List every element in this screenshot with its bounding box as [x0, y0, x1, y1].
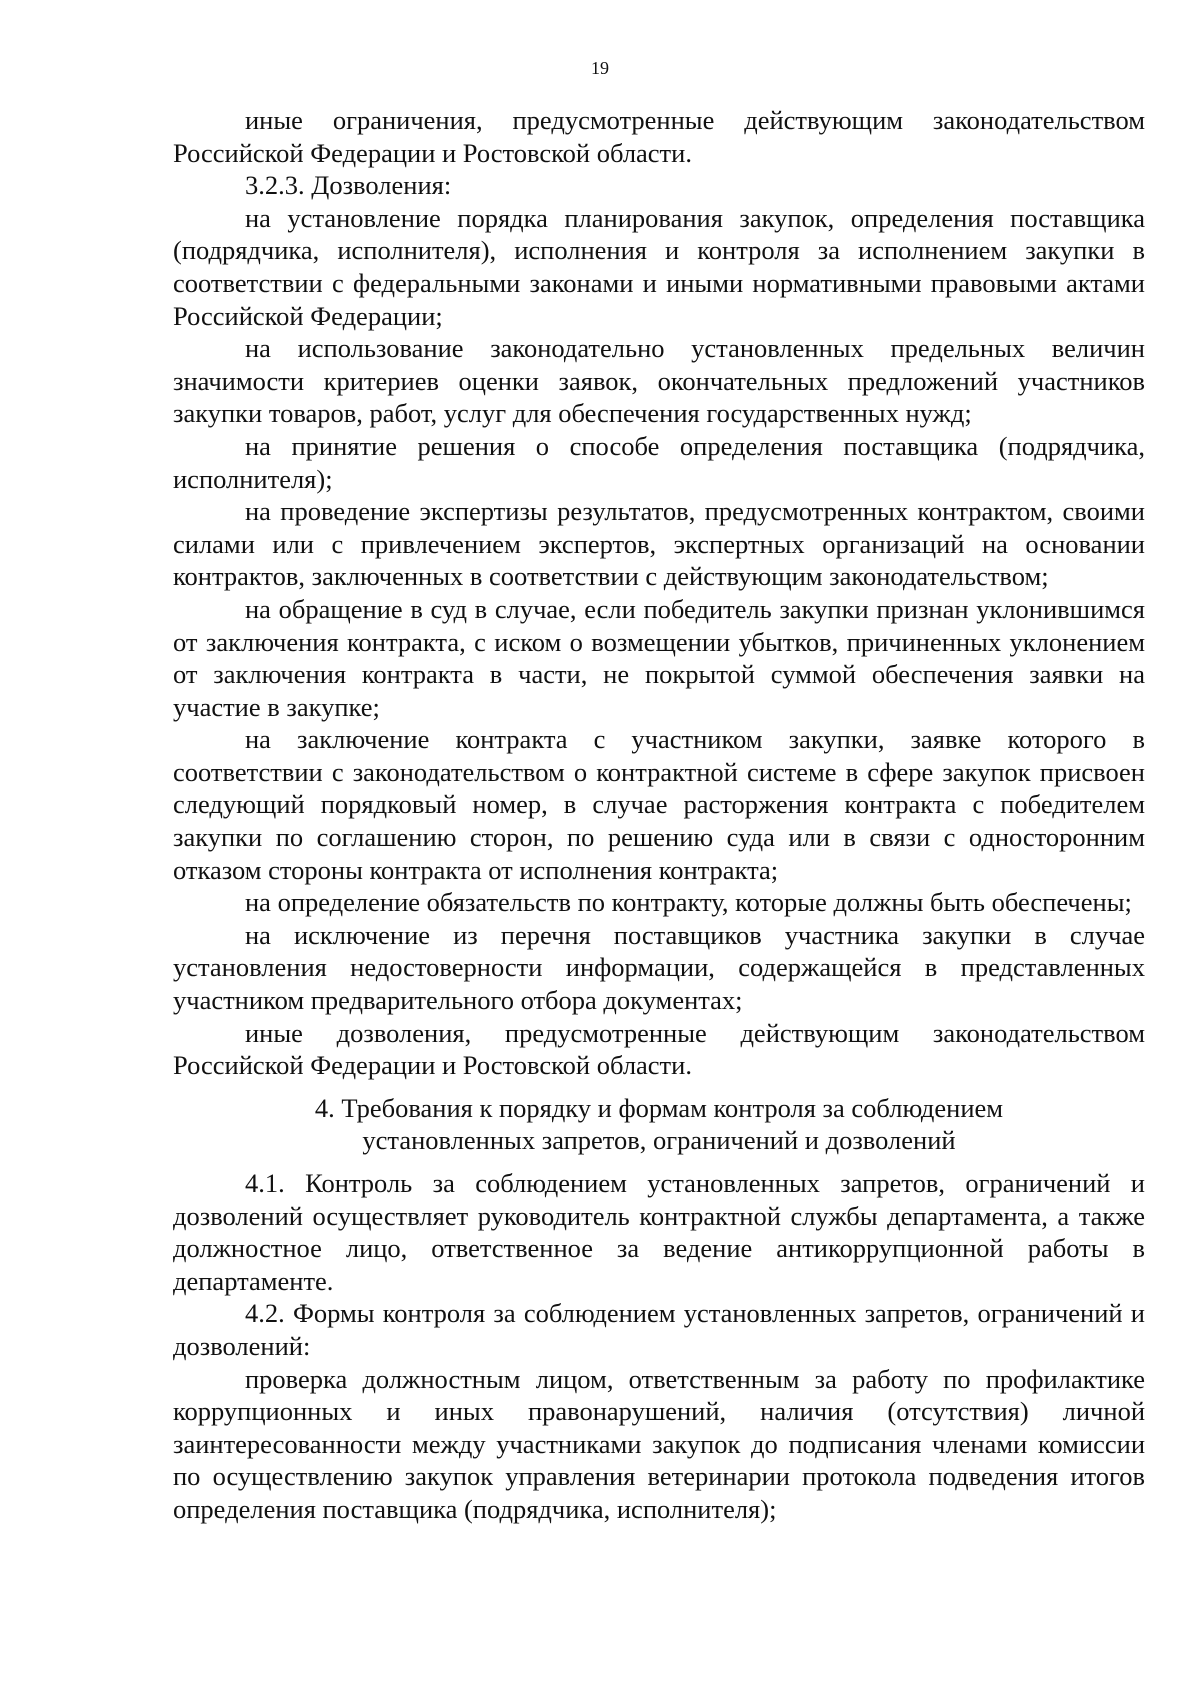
page-number: 19	[591, 58, 609, 78]
paragraph: на заключение контракта с участником закупки, заявке которого в соответствии с законодательством о контрактной системе в сфере закупок присвоен следующий порядковый номер, в случае расторжения контракта с победителем закупки по соглашению сторон, по решению суда или в связи с односторонним отказом стороны контракта от исполнения контракта;	[173, 724, 1145, 885]
paragraph: иные дозволения, предусмотренные действующим законодательством Российской Федерации и Ростовской области.	[173, 1017, 1145, 1081]
subsection-title: 3.2.3. Дозволения:	[245, 170, 452, 201]
paragraph: проверка должностным лицом, ответственным за работу по профилактике коррупционных и иных правонарушений, наличия (отсутствия) личной заинтересованности между участниками закупок до подписания членами комиссии по осуществлению закупок управления ветеринарии протокола подведения итогов определения поставщика (подрядчика, исполнителя);	[173, 1363, 1145, 1524]
section-heading	[173, 1092, 1145, 1157]
paragraph: на использование законодательно установленных предельных величин значимости критериев оценки заявок, окончательных предложений участников закупки товаров, работ, услуг для обеспечения государственных нужд;	[173, 333, 1145, 429]
paragraph: 4.2. Формы контроля за соблюдением установленных запретов, ограничений и дозволений:	[173, 1298, 1145, 1361]
document-body	[173, 104, 1145, 1526]
paragraph: на исключение из перечня поставщиков участника закупки в случае установления недостоверности информации, содержащейся в представленных участником предварительного отбора документах;	[173, 919, 1145, 1016]
paragraph: иные ограничения, предусмотренные действующим законодательством Российской Федерации и Ростовской области.	[173, 105, 1145, 168]
paragraph: на проведение экспертизы результатов, предусмотренных контрактом, своими силами или с привлечением экспертов, экспертных организаций на основании контрактов, заключенных в соответствии с действующим законодательством;	[173, 496, 1145, 592]
section-heading-line: установленных запретов, ограничений и дозволений	[362, 1125, 956, 1156]
paragraph: на определение обязательств по контракту, которые должны быть обеспечены;	[245, 887, 1132, 918]
paragraph: на обращение в суд в случае, если победитель закупки признан уклонившимся от заключения контракта, с иском о возмещении убытков, причиненных уклонением от заключения контракта в части, не покрытой суммой обеспечения заявки на участие в закупке;	[173, 593, 1145, 722]
paragraph: на принятие решения о способе определения поставщика (подрядчика, исполнителя);	[173, 430, 1145, 494]
paragraph: на установление порядка планирования закупок, определения поставщика (подрядчика, исполнителя), исполнения и контроля за исполнением закупки в соответствии с федеральными законами и иными нормативными правовыми актами Российской Федерации;	[173, 202, 1145, 331]
section-heading-line: 4. Требования к порядку и формам контроля за соблюдением	[314, 1092, 1004, 1123]
paragraph: 4.1. Контроль за соблюдением установленных запретов, ограничений и дозволений осуществляет руководитель контрактной службы департамента, а также должностное лицо, ответственное за ведение антикоррупционной работы в департаменте.	[173, 1168, 1145, 1296]
